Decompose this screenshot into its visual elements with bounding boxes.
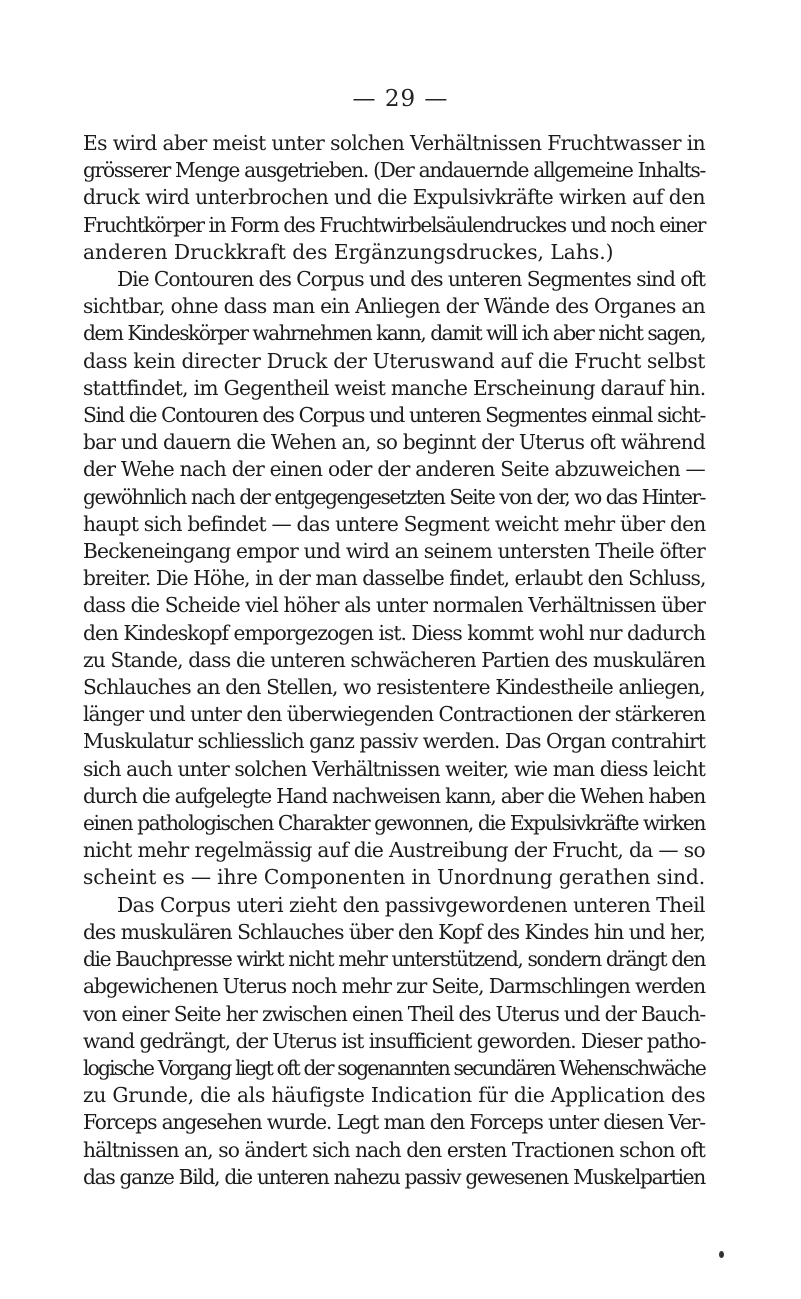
text-line: Muskulatur schliesslich ganz passiv werden. Das Organ contrahirt	[83, 729, 705, 754]
text-line: länger und unter den überwiegenden Contractionen der stärkeren	[83, 702, 705, 727]
text-line: gewöhnlich nach der entgegengesetzten Seite von der, wo das Hinter-	[83, 484, 705, 509]
text-line: grösserer Menge ausgetrieben. (Der andauernde allgemeine Inhalts-	[83, 158, 705, 183]
text-line: druck wird unterbrochen und die Expulsivkräfte wirken auf den	[83, 185, 706, 210]
ink-speck-mark	[719, 1251, 724, 1258]
text-line: Beckeneingang empor und wird an seinem untersten Theile öfter	[83, 539, 705, 564]
text-line: Es wird aber meist unter solchen Verhältnissen Fruchtwasser in	[83, 131, 705, 155]
text-line: stattfindet, im Gegentheil weist manche Erscheinung darauf hin.	[83, 375, 706, 400]
text-line: der Wehe nach der einen oder der anderen Seite abzuweichen —	[83, 457, 705, 482]
text-line: logische Vorgang liegt oft der sogenannten secundären Wehenschwäche	[83, 1055, 705, 1080]
text-line: einen pathologischen Charakter gewonnen, die Expulsivkräfte wirken	[83, 811, 705, 836]
text-line: abgewichenen Uterus noch mehr zur Seite, Darmschlingen werden	[83, 974, 705, 999]
text-line: breiter. Die Höhe, in der man dasselbe findet, erlaubt den Schluss,	[83, 566, 706, 591]
text-line: durch die aufgelegte Hand nachweisen kann, aber die Wehen haben	[83, 783, 705, 808]
text-line: Das Corpus uteri zieht den passivgewordenen unteren Theil	[117, 892, 705, 917]
body-text	[83, 130, 705, 1191]
text-line: nicht mehr regelmässig auf die Austreibung der Frucht, da — so	[83, 838, 705, 863]
text-line: zu Stande, dass die unteren schwächeren Partien des muskulären	[83, 647, 705, 672]
text-line: dass kein directer Druck der Uteruswand auf die Frucht selbst	[83, 348, 705, 373]
text-line: das ganze Bild, die unteren nahezu passiv gewesenen Muskelpartien	[83, 1164, 705, 1189]
text-line: Sind die Contouren des Corpus und unteren Segmentes einmal sicht-	[83, 403, 705, 428]
text-line: sich auch unter solchen Verhältnissen weiter, wie man diess leicht	[83, 756, 705, 781]
text-line: Die Contouren des Corpus und des unteren Segmentes sind oft	[117, 267, 705, 292]
text-line: hältnissen an, so ändert sich nach den ersten Tractionen schon oft	[83, 1137, 705, 1162]
text-line: zu Grunde, die als häufigste Indication für die Application des	[83, 1083, 706, 1108]
text-line: von einer Seite her zwischen einen Theil des Uterus und der Bauch-	[83, 1001, 705, 1026]
text-line: scheint es — ihre Componenten in Unordnung gerathen sind.	[83, 865, 705, 890]
text-line: haupt sich befindet — das untere Segment weicht mehr über den	[83, 511, 706, 536]
text-line: den Kindeskopf emporgezogen ist. Diess kommt wohl nur dadurch	[83, 620, 705, 645]
text-line: Fruchtkörper in Form des Fruchtwirbelsäulendruckes und noch einer	[83, 212, 705, 237]
text-line: Schlauches an den Stellen, wo resistentere Kindestheile anliegen,	[83, 675, 705, 700]
text-line: dem Kindeskörper wahrnehmen kann, damit will ich aber nicht sagen,	[83, 321, 705, 346]
page-number: — 29 —	[352, 86, 449, 112]
text-line: des muskulären Schlauches über den Kopf des Kindes hin und her,	[83, 919, 705, 944]
text-line: dass die Scheide viel höher als unter normalen Verhältnissen über	[83, 593, 705, 618]
text-line: Forceps angesehen wurde. Legt man den Forceps unter diesen Ver-	[83, 1110, 705, 1135]
text-line: bar und dauern die Wehen an, so beginnt der Uterus oft während	[83, 430, 705, 455]
text-line: anderen Druckkraft des Ergänzungsdruckes, Lahs.)	[83, 239, 614, 264]
text-line: sichtbar, ohne dass man ein Anliegen der Wände des Organes an	[83, 294, 705, 319]
text-line: wand gedrängt, der Uterus ist insufficient geworden. Dieser patho-	[83, 1028, 706, 1053]
text-line: die Bauchpresse wirkt nicht mehr unterstützend, sondern drängt den	[83, 947, 705, 972]
